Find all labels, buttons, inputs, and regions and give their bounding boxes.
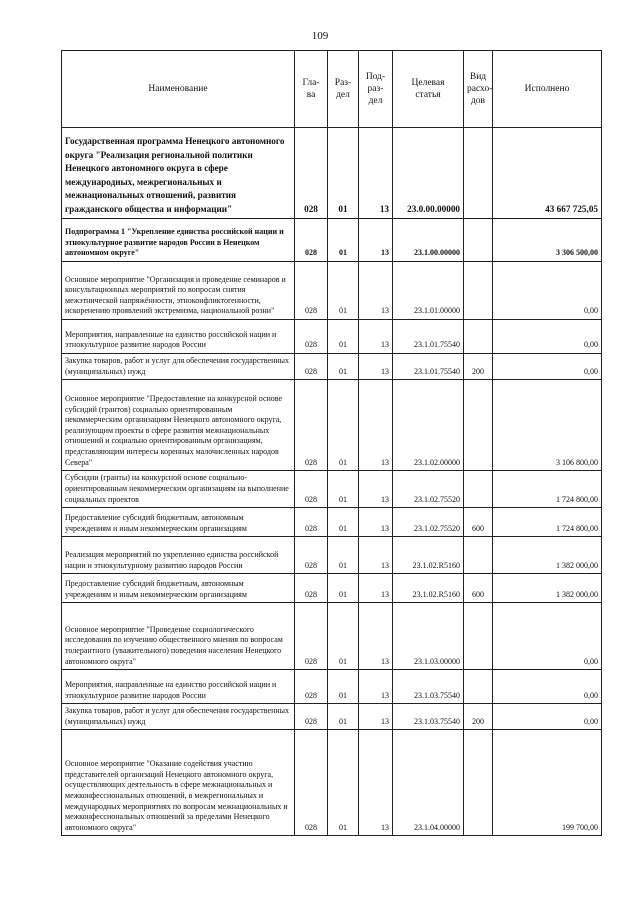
row-section: 01: [328, 670, 359, 704]
budget-execution-table: [61, 50, 602, 836]
row-target-article: 23.1.01.75540: [393, 320, 464, 354]
row-chapter: 028: [295, 670, 328, 704]
row-name: Предоставление субсидий бюджетным, автономным учреждениям и иным некоммерческим организациям: [62, 574, 295, 603]
row-chapter: 028: [295, 704, 328, 730]
row-section: 01: [328, 603, 359, 670]
row-executed: 0,00: [493, 354, 602, 380]
row-subsection: 13: [359, 471, 393, 508]
row-target-article: 23.1.02.75520: [393, 508, 464, 537]
row-section: 01: [328, 128, 359, 219]
table-row: [62, 380, 602, 471]
table-row: [62, 262, 602, 320]
row-section: 01: [328, 537, 359, 574]
row-target-article: 23.1.04.00000: [393, 730, 464, 836]
row-name: Субсидии (гранты) на конкурсной основе социально-ориентированным некоммерческим организациям на выполнение социальных проектов: [62, 471, 295, 508]
row-subsection: 13: [359, 320, 393, 354]
header-name: Наименование: [62, 51, 295, 128]
row-section: 01: [328, 574, 359, 603]
row-expense-type: [464, 603, 493, 670]
row-section: 01: [328, 704, 359, 730]
row-name: Основное мероприятие "Оказание содействия участию представителей организаций Ненецкого автономного округа, осуществляющих деятельность в сфере межнациональных и межконфессиональных отношений, в межрегиональных и международных мероприятиях по вопросам межнациональных и межконфессиональных отношений за пределами Ненецкого автономного округа": [62, 730, 295, 836]
row-subsection: 13: [359, 603, 393, 670]
row-executed: 43 667 725,05: [493, 128, 602, 219]
row-subsection: 13: [359, 537, 393, 574]
table-row: [62, 537, 602, 574]
row-expense-type: 200: [464, 704, 493, 730]
row-target-article: 23.1.02.R5160: [393, 537, 464, 574]
row-name: Закупка товаров, работ и услуг для обеспечения государственных (муниципальных) нужд: [62, 354, 295, 380]
row-executed: 0,00: [493, 704, 602, 730]
row-executed: 1 382 000,00: [493, 574, 602, 603]
header-executed: Исполнено: [493, 51, 602, 128]
row-expense-type: [464, 380, 493, 471]
row-executed: 1 724 800,00: [493, 471, 602, 508]
row-name: Закупка товаров, работ и услуг для обеспечения государственных (муниципальных) нужд: [62, 704, 295, 730]
row-section: 01: [328, 354, 359, 380]
row-name: Основное мероприятие "Проведение социологического исследования по изучению общественного мнения по вопросам толерантного (уважительного) поведения населения Ненецкого автономного округа": [62, 603, 295, 670]
row-chapter: 028: [295, 320, 328, 354]
row-chapter: 028: [295, 508, 328, 537]
table-row: [62, 320, 602, 354]
row-chapter: 028: [295, 537, 328, 574]
row-target-article: 23.1.00.00000: [393, 219, 464, 262]
header-expense-type: [464, 51, 493, 128]
row-expense-type: [464, 262, 493, 320]
header-expense-type-label: Вид расхо- дов: [467, 72, 493, 106]
table-header-row: [62, 51, 602, 128]
page-number: 109: [311, 30, 329, 42]
table-row: [62, 670, 602, 704]
row-expense-type: 600: [464, 574, 493, 603]
table-row: [62, 508, 602, 537]
row-executed: 199 700,00: [493, 730, 602, 836]
header-subsection: [359, 51, 393, 128]
row-subsection: 13: [359, 380, 393, 471]
row-name: Мероприятия, направленные на единство российской нации и этнокультурное развитие народов России: [62, 670, 295, 704]
row-target-article: 23.1.03.75540: [393, 704, 464, 730]
row-expense-type: [464, 537, 493, 574]
row-chapter: 028: [295, 574, 328, 603]
row-executed: 1 382 000,00: [493, 537, 602, 574]
row-target-article: 23.1.02.75520: [393, 471, 464, 508]
row-chapter: 028: [295, 354, 328, 380]
table-row: [62, 574, 602, 603]
row-section: 01: [328, 471, 359, 508]
row-expense-type: [464, 320, 493, 354]
table-row: [62, 219, 602, 262]
row-section: 01: [328, 380, 359, 471]
row-executed: 0,00: [493, 603, 602, 670]
table-row: [62, 603, 602, 670]
row-target-article: 23.1.02.R5160: [393, 574, 464, 603]
row-chapter: 028: [295, 262, 328, 320]
row-expense-type: [464, 471, 493, 508]
row-executed: 3 106 800,00: [493, 380, 602, 471]
table-row: [62, 128, 602, 219]
row-name: Реализация мероприятий по укреплению единства российской нации и этнокультурному развитию народов России: [62, 537, 295, 574]
row-section: 01: [328, 730, 359, 836]
row-executed: 0,00: [493, 262, 602, 320]
row-chapter: 028: [295, 128, 328, 219]
row-executed: 0,00: [493, 670, 602, 704]
row-target-article: 23.0.00.00000: [393, 128, 464, 219]
row-expense-type: [464, 670, 493, 704]
row-name: Подпрограмма 1 "Укрепление единства российской нации и этнокультурное развитие народов России в Ненецком автономном округе": [62, 219, 295, 262]
row-subsection: 13: [359, 704, 393, 730]
row-subsection: 13: [359, 730, 393, 836]
header-chapter: [295, 51, 328, 128]
row-expense-type: [464, 128, 493, 219]
row-chapter: 028: [295, 730, 328, 836]
row-target-article: 23.1.03.00000: [393, 603, 464, 670]
table-row: [62, 354, 602, 380]
row-name: Мероприятия, направленные на единство российской нации и этнокультурное развитие народов России: [62, 320, 295, 354]
row-chapter: 028: [295, 380, 328, 471]
row-subsection: 13: [359, 670, 393, 704]
row-expense-type: [464, 219, 493, 262]
row-target-article: 23.1.02.00000: [393, 380, 464, 471]
table-row: [62, 471, 602, 508]
row-name: Государственная программа Ненецкого автономного округа "Реализация региональной политики Ненецкого автономного округа в сфере международных, межрегиональных и межнациональных отношений, развития гражданского общества и информации": [62, 128, 295, 219]
row-executed: 0,00: [493, 320, 602, 354]
header-section-label: Раз- дел: [334, 78, 352, 100]
row-subsection: 13: [359, 354, 393, 380]
row-target-article: 23.1.01.00000: [393, 262, 464, 320]
row-expense-type: 600: [464, 508, 493, 537]
row-section: 01: [328, 320, 359, 354]
row-executed: 3 306 500,00: [493, 219, 602, 262]
row-name: Основное мероприятие "Организация и проведение семинаров и консультационных мероприятий по вопросам снятия межэтнической напряжённости, этноконфликтогенности, искоренению проявлений экстремизма, национальной розни": [62, 262, 295, 320]
row-executed: 1 724 800,00: [493, 508, 602, 537]
header-target-article: [393, 51, 464, 128]
row-section: 01: [328, 262, 359, 320]
row-expense-type: [464, 730, 493, 836]
header-section: [328, 51, 359, 128]
row-name: Предоставление субсидий бюджетным, автономным учреждениям и иным некоммерческим организациям: [62, 508, 295, 537]
row-expense-type: 200: [464, 354, 493, 380]
row-target-article: 23.1.01.75540: [393, 354, 464, 380]
row-name: Основное мероприятие "Предоставление на конкурсной основе субсидий (грантов) социально ориентированным некоммерческим организациям Ненецкого автономного округа, реализующим проекты в сфере развития межнациональных отношений и социально ориентированным организациям, представляющим интересы коренных малочисленных народов Севера": [62, 380, 295, 471]
row-subsection: 13: [359, 508, 393, 537]
row-target-article: 23.1.03.75540: [393, 670, 464, 704]
row-section: 01: [328, 219, 359, 262]
table-row: [62, 730, 602, 836]
row-chapter: 028: [295, 219, 328, 262]
row-chapter: 028: [295, 603, 328, 670]
header-target-article-label: Целевая статья: [411, 78, 445, 100]
row-chapter: 028: [295, 471, 328, 508]
header-chapter-label: Гла- ва: [302, 78, 320, 100]
table-row: [62, 704, 602, 730]
row-subsection: 13: [359, 262, 393, 320]
row-subsection: 13: [359, 128, 393, 219]
row-section: 01: [328, 508, 359, 537]
header-subsection-label: Под- раз- дел: [365, 72, 386, 106]
row-subsection: 13: [359, 219, 393, 262]
row-subsection: 13: [359, 574, 393, 603]
